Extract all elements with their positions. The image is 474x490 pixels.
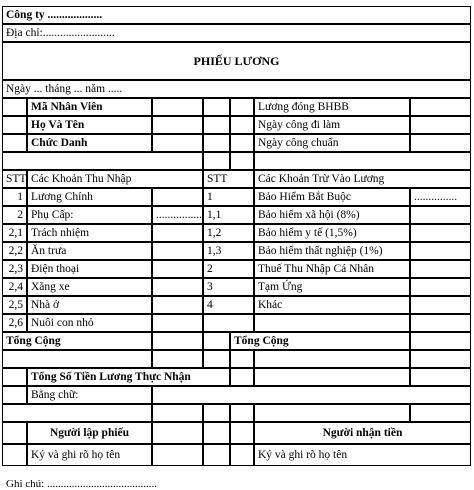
signature-title-row — [2, 422, 471, 444]
preparer-sign-note: Ký và ghi rõ họ tên — [27, 444, 152, 466]
table-row — [2, 314, 471, 332]
empty-cell — [2, 152, 203, 170]
income-stt: 2,2 — [2, 242, 27, 260]
income-stt: 2,4 — [2, 278, 27, 296]
table-row — [2, 224, 471, 242]
income-item-value[interactable] — [152, 242, 203, 260]
table-row — [2, 188, 471, 206]
empty-cell — [2, 134, 27, 152]
empty-cell — [2, 116, 27, 134]
table-row — [2, 242, 471, 260]
info-row — [2, 98, 471, 116]
empty-cell — [2, 350, 152, 368]
deduction-item-label: Tạm Ứng — [254, 278, 410, 296]
empty-cell — [230, 134, 254, 152]
deduction-item-value[interactable] — [410, 296, 471, 314]
deduction-item-label: Bảo Hiểm Bắt Buộc — [254, 188, 410, 206]
empty-cell — [203, 350, 230, 368]
deduction-item-label: Bảo hiểm y tế (1,5%) — [254, 224, 410, 242]
deduction-item-value[interactable] — [410, 314, 471, 332]
table-row — [2, 206, 471, 224]
income-stt: 2,6 — [2, 314, 27, 332]
payslip-sheet — [2, 6, 471, 466]
company-name: Công ty ................... — [2, 6, 471, 24]
deduction-item-label: Khác — [254, 296, 410, 314]
standard-days-label: Ngày công chuẩn — [254, 134, 410, 152]
employee-id-value[interactable] — [152, 98, 203, 116]
receiver-title: Người nhận tiền — [254, 422, 471, 444]
income-item-value[interactable]: ................ — [152, 206, 203, 224]
stt-left-header: STT — [2, 170, 27, 188]
info-row — [2, 116, 471, 134]
in-words-value[interactable] — [152, 386, 471, 404]
empty-cell — [230, 116, 254, 134]
page-title: PHIẾU LƯƠNG — [2, 42, 471, 80]
in-words-label: Bằng chữ: — [27, 386, 152, 404]
deduction-item-value[interactable] — [410, 242, 471, 260]
income-stt: 2,1 — [2, 224, 27, 242]
deduction-item-value[interactable] — [410, 206, 471, 224]
empty-cell — [203, 422, 230, 444]
empty-cell — [2, 386, 27, 404]
working-days-value[interactable] — [410, 116, 471, 134]
income-item-label: Ăn trưa — [27, 242, 152, 260]
deduction-item-value[interactable] — [410, 278, 471, 296]
deduction-stt: 1 — [203, 188, 254, 206]
empty-cell — [203, 98, 230, 116]
empty-cell — [203, 134, 230, 152]
deduction-item-value[interactable]: ............... — [410, 188, 471, 206]
empty-cell — [230, 404, 254, 422]
deduction-item-label — [254, 314, 410, 332]
empty-cell — [230, 368, 254, 386]
total-row — [2, 332, 471, 350]
deduction-stt: 2 — [203, 260, 254, 278]
spacer-row — [2, 404, 471, 422]
empty-cell — [152, 422, 203, 444]
table-row — [2, 296, 471, 314]
net-salary-row — [2, 368, 471, 386]
income-item-value[interactable] — [152, 188, 203, 206]
total-deduction-label: Tổng Cộng — [230, 332, 410, 350]
empty-cell — [203, 116, 230, 134]
net-salary-value[interactable] — [254, 368, 410, 386]
income-item-value[interactable] — [152, 296, 203, 314]
income-item-label: Lương Chính — [27, 188, 152, 206]
income-item-value[interactable] — [152, 260, 203, 278]
deduction-stt: 1,1 — [203, 206, 254, 224]
empty-cell — [230, 350, 254, 368]
empty-cell — [2, 422, 27, 444]
receiver-sign-note: Ký và ghi rõ họ tên — [254, 444, 471, 466]
income-item-label: Trách nhiệm — [27, 224, 152, 242]
income-stt: 1 — [2, 188, 27, 206]
total-deduction-value[interactable] — [410, 332, 471, 350]
income-header: Các Khoản Thu Nhập — [27, 170, 203, 188]
standard-days-value[interactable] — [410, 134, 471, 152]
empty-cell — [203, 332, 230, 350]
deduction-item-label: Thuế Thu Nhập Cá Nhân — [254, 260, 410, 278]
total-income-value[interactable] — [152, 332, 203, 350]
employee-id-label: Mã Nhân Viên — [27, 98, 152, 116]
empty-cell — [410, 404, 471, 422]
empty-cell — [203, 444, 230, 466]
empty-cell — [230, 152, 254, 170]
empty-cell — [410, 350, 471, 368]
item-rows — [2, 188, 471, 332]
name-label: Họ Và Tên — [27, 116, 152, 134]
total-income-label: Tổng Cộng — [2, 332, 152, 350]
insurance-salary-value[interactable] — [410, 98, 471, 116]
income-stt: 2 — [2, 206, 27, 224]
spacer-row — [2, 350, 471, 368]
deduction-item-value[interactable] — [410, 224, 471, 242]
insurance-salary-label: Lương đóng BHBB — [254, 98, 410, 116]
title-row — [2, 42, 471, 80]
deduction-stt: 4 — [203, 296, 254, 314]
deduction-stt: 1,2 — [203, 224, 254, 242]
income-item-value[interactable] — [152, 314, 203, 332]
date-row — [2, 80, 471, 98]
income-stt: 2,5 — [2, 296, 27, 314]
empty-cell — [2, 368, 27, 386]
net-salary-label: Tổng Số Tiền Lương Thực Nhận — [27, 368, 230, 386]
footer-note: Ghi chú: ........................................ — [6, 478, 157, 490]
income-stt: 2,3 — [2, 260, 27, 278]
empty-cell — [152, 350, 203, 368]
name-value[interactable] — [152, 116, 203, 134]
empty-cell — [230, 422, 254, 444]
empty-cell — [254, 152, 471, 170]
deduction-item-value[interactable] — [410, 260, 471, 278]
empty-cell — [203, 152, 230, 170]
deduction-stt — [203, 314, 254, 332]
in-words-row — [2, 386, 471, 404]
empty-cell — [254, 350, 410, 368]
empty-cell — [2, 444, 27, 466]
income-item-label: Nhà ở — [27, 296, 152, 314]
position-value[interactable] — [152, 134, 203, 152]
deduction-item-label: Bảo hiểm thất nghiệp (1%) — [254, 242, 410, 260]
deduction-stt: 3 — [203, 278, 254, 296]
company-address: Địa chỉ:......................... — [2, 24, 471, 42]
empty-cell — [254, 404, 410, 422]
deduction-item-label: Bảo hiểm xã hội (8%) — [254, 206, 410, 224]
deduction-stt: 1,3 — [203, 242, 254, 260]
empty-cell — [230, 98, 254, 116]
empty-cell — [203, 404, 230, 422]
table-row — [2, 278, 471, 296]
info-row — [2, 134, 471, 152]
empty-cell — [230, 444, 254, 466]
empty-cell — [2, 98, 27, 116]
empty-cell — [410, 368, 471, 386]
empty-cell — [152, 404, 203, 422]
stt-right-header: STT — [203, 170, 254, 188]
table-header-row — [2, 170, 471, 188]
empty-cell — [2, 404, 152, 422]
income-item-value[interactable] — [152, 224, 203, 242]
income-item-value[interactable] — [152, 278, 203, 296]
income-item-label: Điện thoại — [27, 260, 152, 278]
table-row — [2, 260, 471, 278]
empty-cell — [152, 444, 203, 466]
deduction-header: Các Khoản Trừ Vào Lương — [254, 170, 471, 188]
income-item-label: Xăng xe — [27, 278, 152, 296]
income-item-label: Nuôi con nhỏ — [27, 314, 152, 332]
working-days-label: Ngày công đi làm — [254, 116, 410, 134]
payslip-date: Ngày ... tháng ... năm ..... — [2, 80, 471, 98]
preparer-title: Người lập phiếu — [27, 422, 152, 444]
position-label: Chức Danh — [27, 134, 152, 152]
spacer-row — [2, 152, 471, 170]
signature-note-row — [2, 444, 471, 466]
company-row — [2, 6, 471, 24]
address-row — [2, 24, 471, 42]
income-item-label: Phụ Cấp: — [27, 206, 152, 224]
